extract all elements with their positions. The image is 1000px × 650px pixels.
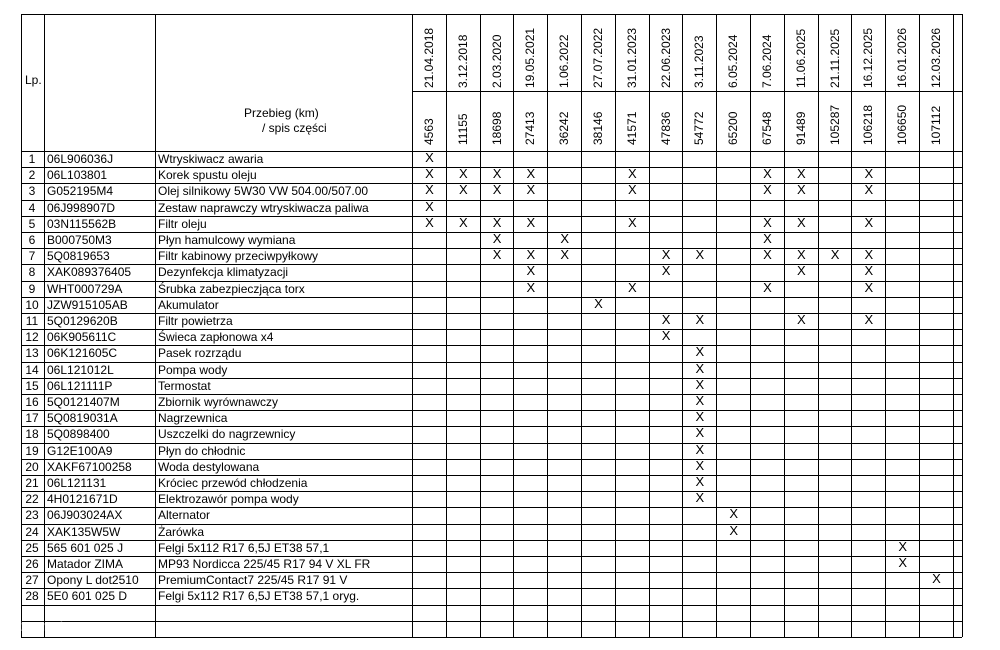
part-description: Filtr powietrza [158, 314, 233, 328]
row-number: 11 [25, 314, 39, 328]
service-mark: X [729, 522, 739, 538]
table-border-top [21, 14, 962, 15]
row-number: 27 [25, 573, 39, 588]
row-number: 3 [28, 184, 36, 199]
service-mark: X [526, 214, 536, 230]
part-description: PremiumContact7 225/45 R17 91 V [158, 573, 348, 588]
service-mark: X [526, 279, 536, 295]
service-mark: X [458, 166, 468, 182]
visit-date: 1.06.2022 [557, 34, 572, 88]
part-description: Filtr kabinowy przeciwpyłkowy [158, 249, 319, 264]
part-description: Śrubka zabezpieczjąca torx [158, 281, 305, 296]
service-mark: X [898, 555, 908, 570]
part-description: Zestaw naprawczy wtryskiwacza paliwa [158, 200, 369, 215]
row-number: 20 [25, 459, 39, 474]
part-code: 06J998907D [47, 200, 116, 215]
service-mark: X [458, 182, 468, 198]
part-description: Uszczelki do nagrzewnicy [158, 427, 296, 442]
visit-date: 3.12.2018 [455, 34, 470, 88]
column-divider [615, 14, 616, 637]
service-mark: X [526, 263, 536, 279]
part-description: Zbiornik wyrównawczy [158, 395, 279, 409]
part-code: 4H0121671D [47, 492, 118, 507]
service-mark: X [695, 393, 705, 408]
part-description: Felgi 5x112 R17 6,5J ET38 57,1 [158, 540, 330, 555]
service-mark: X [796, 166, 806, 182]
part-description: Płyn do chłodnic [158, 443, 246, 458]
row-number: 22 [25, 492, 39, 507]
row-divider [21, 621, 962, 622]
service-mark: X [425, 166, 434, 182]
service-mark: X [695, 312, 705, 327]
visit-mileage: 107112 [929, 105, 943, 145]
visit-mileage: 47836 [658, 111, 673, 145]
service-mark: X [796, 312, 806, 327]
column-divider [21, 14, 22, 637]
service-mark: X [864, 312, 874, 327]
row-number: 4 [28, 200, 36, 215]
row-divider [21, 605, 962, 606]
service-mark: X [763, 247, 772, 263]
part-description: Nagrzewnica [158, 411, 228, 426]
part-code: 06L121111P [47, 378, 113, 393]
part-code: 06L121131 [47, 476, 107, 490]
part-code: 06L906036J [47, 152, 114, 166]
row-number: 16 [25, 395, 39, 409]
column-divider [44, 14, 45, 637]
table-border-right [962, 14, 963, 637]
visit-date: 19.05.2021 [523, 27, 538, 88]
service-mark: X [864, 182, 874, 198]
row-number: 12 [25, 330, 39, 345]
visit-date: 21.11.2025 [827, 28, 842, 88]
service-mark: X [526, 247, 536, 263]
service-mark: X [864, 263, 874, 279]
row-number: 26 [25, 557, 39, 571]
service-mark: X [695, 457, 705, 473]
part-description: Akumulator [158, 297, 219, 312]
service-mark: X [695, 441, 705, 457]
column-divider [446, 14, 447, 637]
service-mark: X [695, 344, 705, 360]
visit-date: 16.12.2025 [861, 27, 876, 88]
column-divider [953, 14, 954, 637]
visit-mileage: 65200 [726, 111, 741, 145]
service-mark: X [492, 182, 502, 198]
row-number: 1 [28, 152, 36, 166]
visit-date: 16.01.2026 [895, 27, 910, 88]
service-mark: X [661, 263, 671, 279]
service-mark: X [763, 214, 772, 230]
visit-date: 12.03.2026 [929, 27, 943, 88]
row-number: 17 [25, 411, 39, 426]
part-code: 5Q0129620B [47, 314, 118, 328]
service-mark: X [932, 571, 941, 587]
part-description: Korek spustu oleju [158, 168, 257, 183]
visit-mileage: 18698 [489, 111, 504, 145]
service-mark: X [796, 263, 806, 279]
column-divider [513, 14, 514, 637]
service-mark: X [627, 166, 637, 182]
service-mark: X [898, 538, 908, 554]
visit-date: 7.06.2024 [760, 34, 774, 88]
service-mark: X [763, 182, 772, 198]
part-description: Pasek rozrządu [158, 346, 242, 361]
visit-mileage: 41571 [624, 111, 639, 145]
part-code: 06K905611C [47, 330, 117, 345]
part-code: G052195M4 [47, 184, 114, 199]
service-mark: X [695, 247, 705, 263]
service-mark: X [425, 150, 434, 165]
visit-date: 2.03.2020 [489, 34, 504, 88]
visit-mileage: 106218 [861, 104, 876, 145]
row-number: 5 [28, 216, 36, 231]
service-mark: X [695, 409, 705, 425]
service-mark: X [627, 279, 637, 295]
part-code: 565 601 025 J [47, 540, 124, 555]
visit-date: 11.06.2025 [793, 28, 808, 88]
row-number: 13 [25, 346, 39, 361]
row-number: 10 [25, 297, 39, 312]
part-description: Wtryskiwacz awaria [158, 152, 264, 166]
part-code: G12E100A9 [47, 443, 113, 458]
part-code: XAK135W5W [47, 524, 121, 539]
service-mark: X [695, 474, 705, 489]
row-number: 28 [25, 589, 39, 604]
service-mark: X [560, 247, 570, 263]
visit-date: 27.07.2022 [591, 27, 605, 88]
part-description: Świeca zapłonowa x4 [158, 330, 274, 345]
visit-mileage: 4563 [422, 118, 436, 145]
part-code: B000750M3 [47, 233, 112, 247]
row-number: 6 [28, 233, 36, 247]
part-description: Elektrozawór pompa wody [158, 492, 299, 507]
part-code: Opony L dot2510 [47, 573, 139, 588]
row-number: 8 [28, 265, 36, 280]
visit-mileage: 54772 [692, 111, 707, 145]
part-description: MP93 Nordicca 225/45 R17 94 V XL FR [158, 557, 371, 571]
part-description: Króciec przewód chłodzenia [158, 476, 308, 490]
service-mark: X [492, 166, 502, 182]
row-number: 23 [25, 508, 39, 523]
service-mark: X [796, 182, 806, 198]
part-description: Dezynfekcja klimatyzacji [158, 265, 289, 280]
column-divider [412, 14, 413, 637]
service-mark: X [560, 231, 570, 246]
column-divider [547, 14, 548, 637]
service-mark: X [661, 312, 671, 327]
column-divider [581, 14, 582, 637]
visit-date: 31.01.2023 [624, 27, 639, 88]
part-code: 5Q0898400 [47, 427, 110, 442]
part-code: 06K121605C [47, 346, 118, 361]
visit-mileage: 11155 [455, 113, 470, 145]
service-mark: X [796, 247, 806, 263]
parts-header: / spis części [262, 121, 327, 135]
column-divider [480, 14, 481, 637]
service-mark: X [627, 182, 637, 198]
part-description: Filtr oleju [158, 216, 207, 231]
service-mark: X [763, 231, 772, 246]
visit-mileage: 67548 [760, 111, 774, 145]
row-number: 9 [28, 281, 36, 296]
service-mark: X [763, 166, 772, 182]
row-number: 7 [28, 249, 36, 264]
part-code: JZW915105AB [47, 297, 128, 312]
service-mark: X [864, 247, 874, 263]
row-number: 2 [28, 168, 36, 183]
visit-mileage: 105287 [827, 104, 842, 145]
part-description: Felgi 5x112 R17 6,5J ET38 57,1 oryg. [158, 589, 360, 604]
row-number: 24 [25, 524, 39, 539]
part-description: Żarówka [158, 524, 205, 539]
service-mark: X [661, 247, 671, 263]
part-description: Pompa wody [158, 362, 228, 377]
row-number: 19 [25, 443, 39, 458]
service-mark: X [492, 231, 502, 246]
service-mark: X [864, 214, 874, 230]
service-mark: X [526, 182, 536, 198]
service-mark: X [695, 425, 705, 441]
visit-mileage: 36242 [557, 111, 572, 145]
column-divider [155, 14, 156, 637]
part-code: 03N115562B [47, 216, 117, 231]
service-mark: X [627, 214, 637, 230]
visit-date: 22.06.2023 [658, 27, 673, 88]
visit-date: 3.11.2023 [692, 35, 707, 88]
part-code: 5Q0819653 [47, 249, 110, 264]
service-mark: X [492, 247, 502, 263]
service-mark: X [695, 376, 705, 392]
part-code: 5Q0121407M [47, 395, 120, 409]
service-mark: X [695, 490, 705, 506]
visit-mileage: 91489 [793, 111, 808, 145]
visit-mileage: 27413 [523, 111, 538, 145]
part-code: XAKF67100258 [47, 459, 132, 474]
service-mark: X [492, 214, 502, 230]
watermark-logo: otomoto [8, 618, 75, 635]
service-mark: X [594, 295, 603, 311]
service-mark: X [864, 279, 874, 295]
part-description: Alternator [158, 508, 211, 523]
visit-date: 21.04.2018 [422, 27, 436, 88]
service-mark: X [425, 214, 434, 230]
part-description: Termostat [158, 378, 211, 393]
mileage-header: Przebieg (km) [244, 106, 319, 120]
service-mark: X [458, 214, 468, 230]
row-number: 14 [25, 362, 39, 377]
service-mark: X [763, 279, 772, 295]
part-code: 5Q0819031A [47, 411, 118, 426]
service-mark: X [695, 360, 705, 376]
service-mark: X [425, 198, 434, 214]
part-code: 06J903024AX [47, 508, 123, 523]
row-number: 15 [25, 378, 39, 393]
row-number: 18 [25, 427, 39, 442]
visit-mileage: 38146 [591, 111, 605, 145]
part-code: Matador ZIMA [47, 557, 124, 571]
part-description: Płyn hamulcowy wymiana [158, 233, 296, 247]
lp-header: Lp. [25, 73, 42, 87]
visit-date: 6.05.2024 [726, 34, 741, 88]
service-mark: X [425, 182, 434, 198]
visit-mileage: 106650 [895, 104, 910, 145]
part-code: XAK089376405 [47, 265, 132, 280]
part-description: Olej silnikowy 5W30 VW 504.00/507.00 [158, 184, 369, 199]
row-divider [21, 637, 962, 638]
part-code: WHT000729A [47, 281, 123, 296]
service-mark: X [796, 214, 806, 230]
service-mark: X [729, 506, 739, 522]
row-number: 25 [25, 540, 39, 555]
column-divider [750, 14, 751, 637]
part-description: Woda destylowana [158, 459, 260, 474]
part-code: 5E0 601 025 D [47, 589, 128, 604]
part-code: 06L103801 [47, 168, 108, 183]
row-number: 21 [25, 476, 39, 490]
service-mark: X [864, 166, 874, 182]
date-row-divider [412, 91, 962, 92]
part-code: 06L121012L [47, 362, 114, 377]
service-mark: X [526, 166, 536, 182]
service-mark: X [830, 247, 840, 263]
service-mark: X [661, 328, 671, 344]
